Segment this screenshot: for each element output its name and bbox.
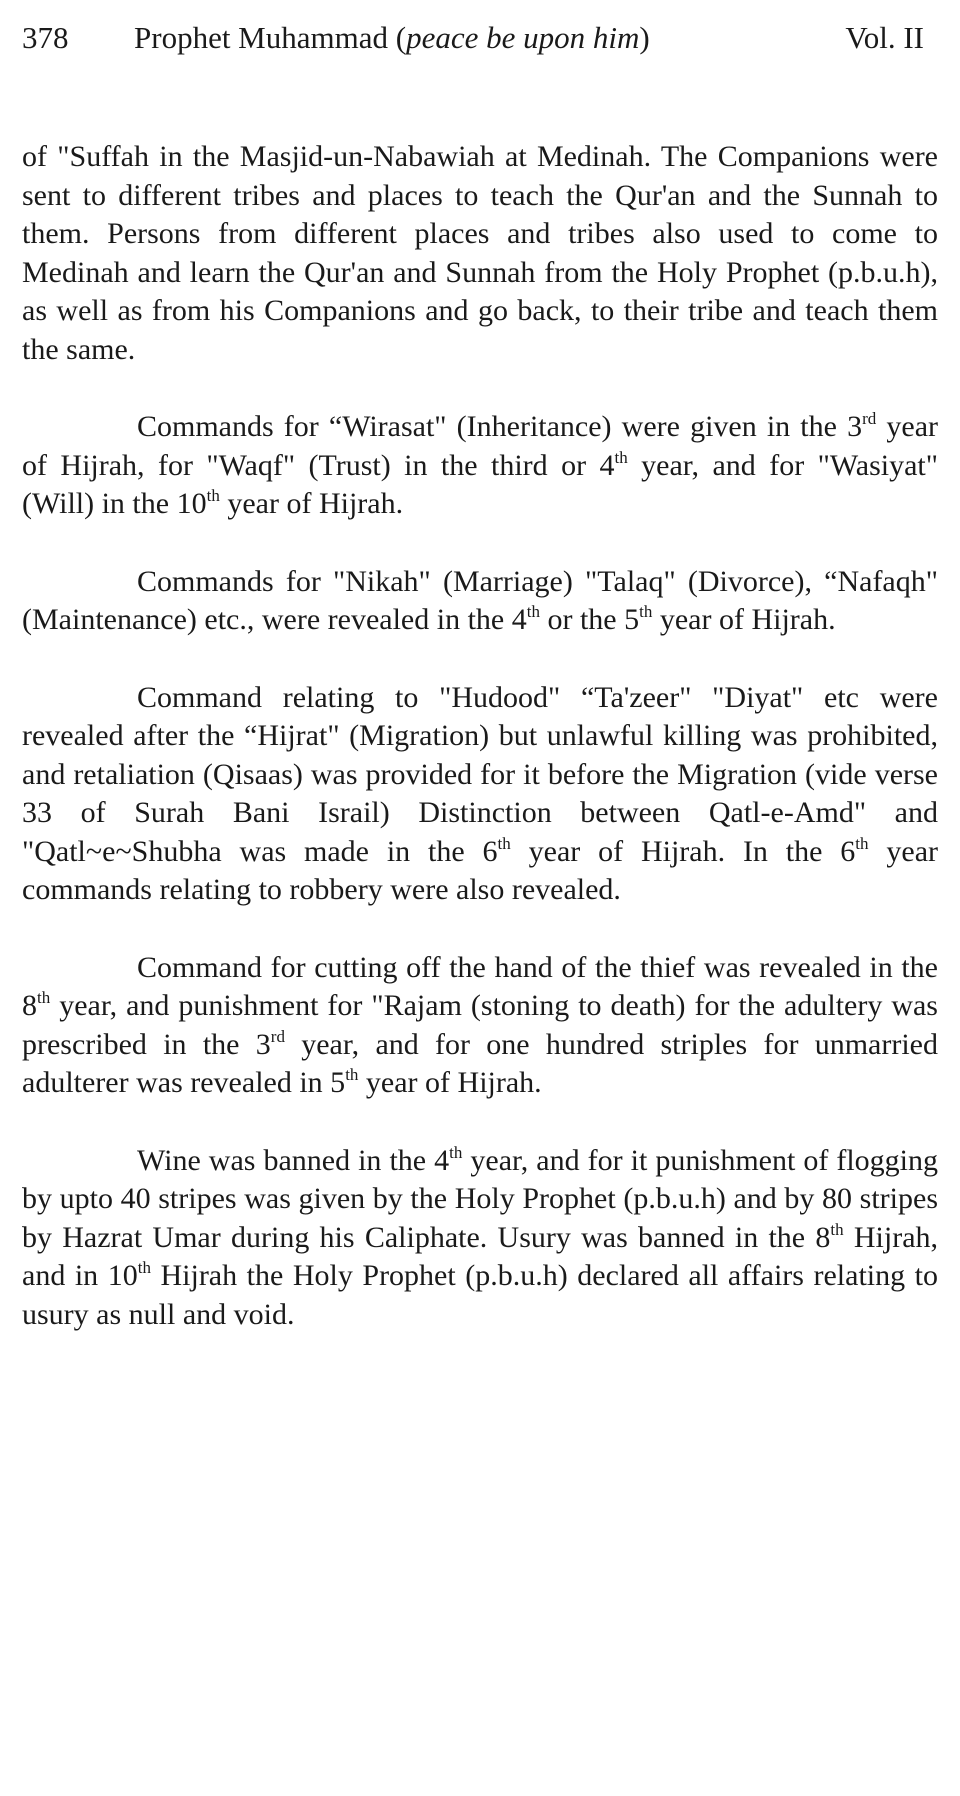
paragraph-wine-usury — [22, 1142, 938, 1335]
running-title-italic: peace be upon him — [406, 20, 640, 55]
ordinal-suffix: th — [37, 988, 51, 1007]
text-run: Commands for “Wirasat" (Inheritance) were given in the 3 — [137, 410, 863, 443]
text-run: Command relating to "Hudood" “Ta'zeer" "Diyat" etc were revealed after the “Hijrat" (Migration) but unlawful killing was prohibited, and retaliation (Qisaas) was provided for it before the Migration (vide verse 33 of Surah Bani Israil) Distinction between Qatl-e-Amd" and "Qatl~e~Shubha was made in the 6 — [22, 680, 938, 868]
paragraph-suffah: of "Suffah in the Masjid-un-Nabawiah at Medinah. The Companions were sent to different tribes and places to teach the Qur'an and the Sunnah to them. Persons from different places and tribes also used to come to Medinah and learn the Qur'an and Sunnah from the Holy Prophet (p.b.u.h), as well as from his Companions and go back, to their tribe and teach them the same. — [22, 140, 938, 366]
running-title: Prophet Muhammad (peace be upon him) — [134, 20, 650, 55]
ordinal-suffix: th — [639, 602, 653, 621]
text-run: year of Hijrah. — [652, 603, 836, 636]
text-run: year, and punishment for "Rajam (stoning to death) for the adultery was prescribed in the 3 — [22, 989, 938, 1061]
ordinal-suffix: th — [855, 833, 869, 853]
ordinal-suffix: th — [614, 447, 628, 467]
ordinal-suffix: th — [830, 1219, 844, 1239]
running-header — [22, 18, 924, 58]
body-text — [22, 138, 938, 1373]
text-run: or the 5 — [539, 603, 640, 636]
text-run: Hijrah the Holy Prophet (p.b.u.h) declared all affairs relating to usury as null and void. — [22, 1259, 938, 1331]
text-run: year, and for "Wasiyat" (Will) in the 10 — [22, 448, 938, 520]
text-run: year commands relating to robbery were also revealed. — [22, 834, 939, 906]
text-run: Wine was banned in the 4 — [137, 1143, 450, 1177]
ordinal-suffix: rd — [270, 1026, 285, 1046]
ordinal-suffix: th — [345, 1065, 359, 1084]
running-title-main: Prophet Muhammad — [134, 20, 388, 55]
ordinal-suffix: th — [137, 1258, 151, 1277]
text-run: Commands for "Nikah" (Marriage) "Talaq" (Divorce), “Nafaqh" (Maintenance) etc., were revealed in the 4 — [22, 564, 938, 636]
ordinal-suffix: th — [497, 833, 511, 853]
paragraph-nikah — [22, 563, 938, 640]
ordinal-suffix: th — [449, 1142, 463, 1162]
paragraph-hand-of-thief — [22, 949, 938, 1103]
text-run: year, and for it punishment of flogging by upto 40 stripes was given by the Holy Prophet (p.b.u.h) and by 80 stripes by Hazrat Umar during his Caliphate. Usury was banned in the 8 — [22, 1143, 938, 1254]
text-run: year of Hijrah, for "Waqf" (Trust) in the third or 4 — [22, 410, 939, 482]
text-run: Hijrah, and in 10 — [22, 1220, 939, 1292]
ordinal-suffix: rd — [862, 409, 877, 428]
paragraph-wirasat — [22, 408, 938, 524]
text-run: year of Hijrah. In the 6 — [510, 834, 856, 868]
ordinal-suffix: th — [526, 602, 540, 621]
text-run: year, and for one hundred striples for unmarried adulterer was revealed in 5 — [22, 1027, 938, 1099]
ordinal-suffix: th — [206, 486, 220, 505]
text-run: year of Hijrah. — [358, 1066, 542, 1099]
paragraph-hudood — [22, 679, 938, 910]
volume-label: Vol. II — [845, 20, 924, 55]
text-run: Command for cutting off the hand of the thief was revealed in the 8 — [22, 950, 938, 1022]
page-number: 378 — [22, 20, 69, 55]
text-run: year of Hijrah. — [219, 487, 404, 520]
